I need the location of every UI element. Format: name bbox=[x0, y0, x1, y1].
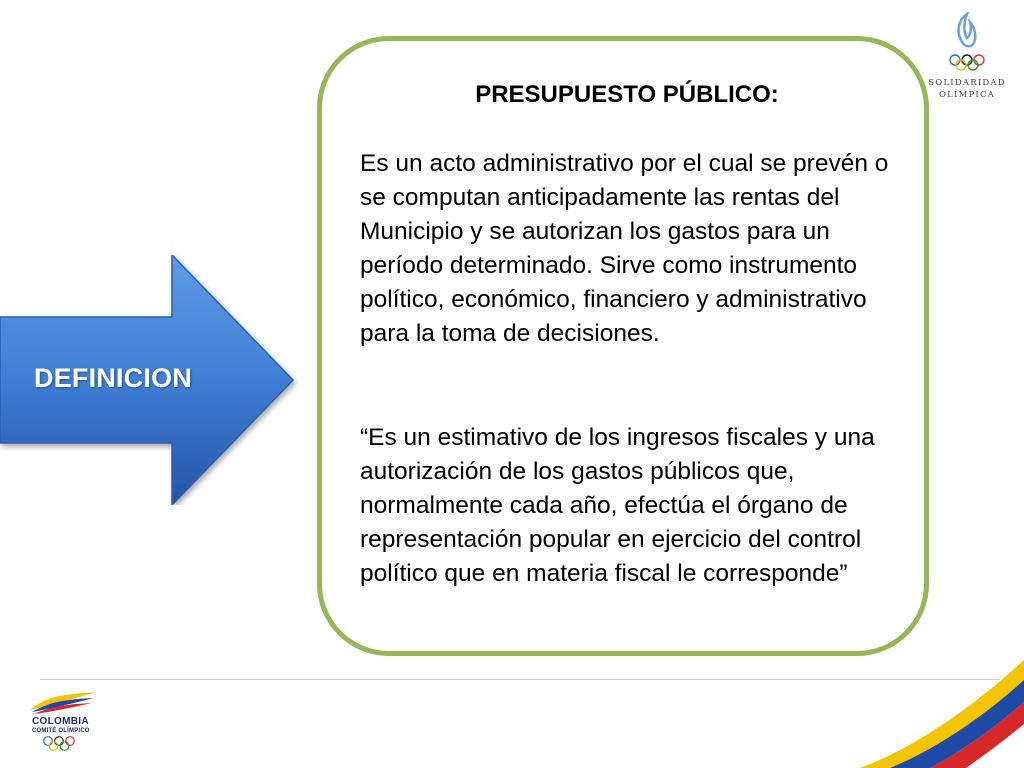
olympic-rings-icon bbox=[948, 54, 986, 72]
logo-text-line2: OLÍMPICA bbox=[939, 90, 995, 100]
flame-icon bbox=[948, 12, 986, 50]
olympic-rings-small-icon bbox=[42, 736, 76, 752]
logo-name: COLOMBIA bbox=[32, 716, 89, 727]
definition-box bbox=[317, 36, 929, 656]
logo-subtitle: COMITÉ OLÍMPICO bbox=[32, 728, 90, 734]
flag-swoosh-decoration bbox=[820, 640, 1024, 768]
colombia-olympic-logo bbox=[28, 690, 108, 760]
definition-paragraph-1: Es un acto administrativo por el cual se prevén o se computan anticipadamente las rentas del Municipio y se autorizan los gastos para un período determinado. Sirve como instrumento político, económico, financiero y administrativo para la toma de decisiones. bbox=[360, 150, 889, 347]
arrow-label: DEFINICION bbox=[34, 363, 193, 393]
solidaridad-olimpica-logo bbox=[922, 12, 1012, 102]
logo-text-line1: SOLIDARIDAD bbox=[928, 78, 1006, 88]
definicion-arrow bbox=[0, 255, 300, 505]
definition-title: PRESUPUESTO PÚBLICO: bbox=[475, 81, 779, 108]
definition-paragraph-2: “Es un estimativo de los ingresos fiscales y una autorización de los gastos públicos que, normalmente cada año, efectúa el órgano de representación popular en ejercicio del control político que en materia fiscal le corresponde” bbox=[360, 424, 875, 587]
flag-wave-icon bbox=[28, 690, 98, 714]
